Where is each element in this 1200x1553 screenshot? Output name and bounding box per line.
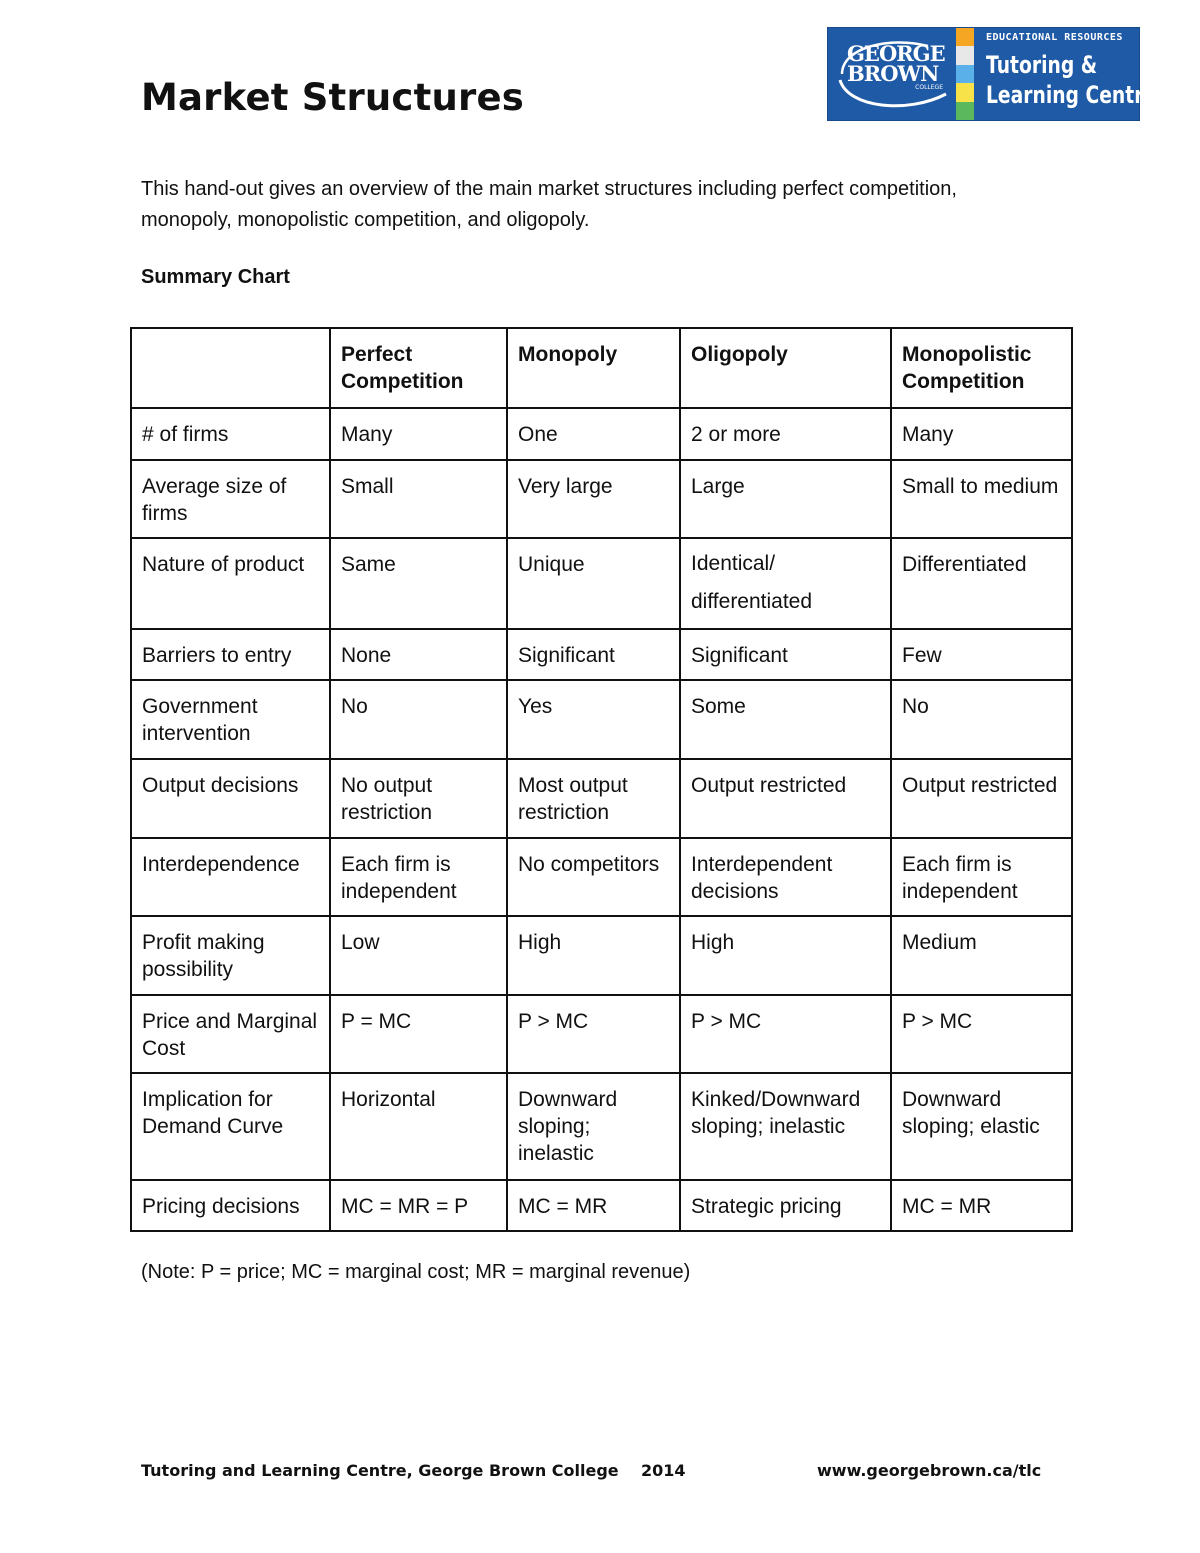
row-label-cell: Government intervention [131, 680, 330, 759]
logo-stripe [956, 102, 974, 120]
table-cell: Horizontal [330, 1073, 507, 1180]
table-header-row [131, 328, 1072, 408]
table-cell: P > MC [507, 995, 680, 1073]
row-label-cell: # of firms [131, 408, 330, 460]
george-brown-logo-mark [828, 28, 953, 120]
table-row [131, 408, 1072, 460]
table-cell: P > MC [680, 995, 891, 1073]
row-label-cell: Pricing decisions [131, 1180, 330, 1231]
table-cell: MC = MR = P [330, 1180, 507, 1231]
summary-chart-heading: Summary Chart [141, 266, 290, 288]
table-header-cell: Perfect Competition [330, 328, 507, 408]
table-cell: P = MC [330, 995, 507, 1073]
table-cell: P > MC [891, 995, 1072, 1073]
table-cell: No competitors [507, 838, 680, 916]
table-cell: Small to medium [891, 460, 1072, 538]
logo-word-brown: BROWN [847, 61, 939, 86]
table-header-cell: Monopoly [507, 328, 680, 408]
table-cell: MC = MR [507, 1180, 680, 1231]
table-cell: Significant [680, 629, 891, 680]
table-cell: Strategic pricing [680, 1180, 891, 1231]
table-cell: 2 or more [680, 408, 891, 460]
table-cell: Unique [507, 538, 680, 629]
table-cell: One [507, 408, 680, 460]
table-row [131, 629, 1072, 680]
logo-stripe [956, 65, 974, 83]
table-row [131, 759, 1072, 838]
logo-word-george: GEORGE [847, 41, 945, 66]
abbreviation-note: (Note: P = price; MC = marginal cost; MR = marginal revenue) [141, 1261, 691, 1283]
table-cell: Kinked/Downward sloping; inelastic [680, 1073, 891, 1180]
intro-paragraph: This hand-out gives an overview of the main market structures including perfect competition, monopoly, monopolistic competition, and oligopoly. [141, 178, 957, 231]
summary-table [130, 327, 1073, 1232]
logo-stripe [956, 83, 974, 101]
table-header-cell: Oligopoly [680, 328, 891, 408]
table-cell: Each firm is independent [330, 838, 507, 916]
table-cell: Some [680, 680, 891, 759]
table-cell: Output restricted [891, 759, 1072, 838]
table-cell: Identical/ differentiated [680, 538, 891, 629]
table-cell: MC = MR [891, 1180, 1072, 1231]
logo-stripe [956, 28, 974, 46]
table-cell: Differentiated [891, 538, 1072, 629]
page-title: Market Structures [141, 76, 524, 119]
table-row [131, 460, 1072, 538]
logo-tl-text [986, 50, 1156, 110]
college-logo [827, 27, 1157, 121]
table-cell: Small [330, 460, 507, 538]
footer-url: www.georgebrown.ca/tlc [817, 1461, 1042, 1480]
table-cell: Same [330, 538, 507, 629]
footer-credit: Tutoring and Learning Centre, George Brown College 2014 [141, 1461, 686, 1480]
row-label-cell: Profit making possibility [131, 916, 330, 995]
table-cell: No [891, 680, 1072, 759]
table-cell: Interdependent decisions [680, 838, 891, 916]
row-label-cell: Implication for Demand Curve [131, 1073, 330, 1180]
table-cell: Many [891, 408, 1072, 460]
row-label-cell: Output decisions [131, 759, 330, 838]
table-cell: Medium [891, 916, 1072, 995]
logo-word-college: COLLEGE [915, 84, 943, 91]
table-cell: Yes [507, 680, 680, 759]
logo-color-stripes [956, 28, 974, 120]
table-cell: High [507, 916, 680, 995]
logo-edu-label: EDUCATIONAL RESOURCES [986, 32, 1123, 43]
table-cell: Low [330, 916, 507, 995]
table-cell: Downward sloping; inelastic [507, 1073, 680, 1180]
table-row [131, 1073, 1072, 1180]
row-label-cell: Price and Marginal Cost [131, 995, 330, 1073]
table-cell: Many [330, 408, 507, 460]
table-row [131, 538, 1072, 629]
table-cell: Very large [507, 460, 680, 538]
table-row [131, 838, 1072, 916]
table-cell: No [330, 680, 507, 759]
table-row [131, 916, 1072, 995]
table-cell: None [330, 629, 507, 680]
row-label-cell: Barriers to entry [131, 629, 330, 680]
logo-tl-line1: Tutoring & [986, 51, 1098, 79]
row-label-cell: Interdependence [131, 838, 330, 916]
logo-stripe [956, 46, 974, 64]
row-label-cell: Nature of product [131, 538, 330, 629]
logo-tl-line2: Learning Centre [986, 81, 1157, 109]
table-cell: No output restriction [330, 759, 507, 838]
table-cell: Large [680, 460, 891, 538]
table-cell: Most output restriction [507, 759, 680, 838]
table-row [131, 995, 1072, 1073]
table-header-cell: Monopolistic Competition [891, 328, 1072, 408]
table-cell: Few [891, 629, 1072, 680]
row-label-cell: Average size of firms [131, 460, 330, 538]
table-row [131, 680, 1072, 759]
table-cell: Downward sloping; elastic [891, 1073, 1072, 1180]
table-row [131, 1180, 1072, 1231]
table-cell: Significant [507, 629, 680, 680]
tutoring-centre-wordmark [984, 28, 1157, 120]
table-cell: High [680, 916, 891, 995]
table-header-cell [131, 328, 330, 408]
table-cell: Output restricted [680, 759, 891, 838]
table-cell: Each firm is independent [891, 838, 1072, 916]
